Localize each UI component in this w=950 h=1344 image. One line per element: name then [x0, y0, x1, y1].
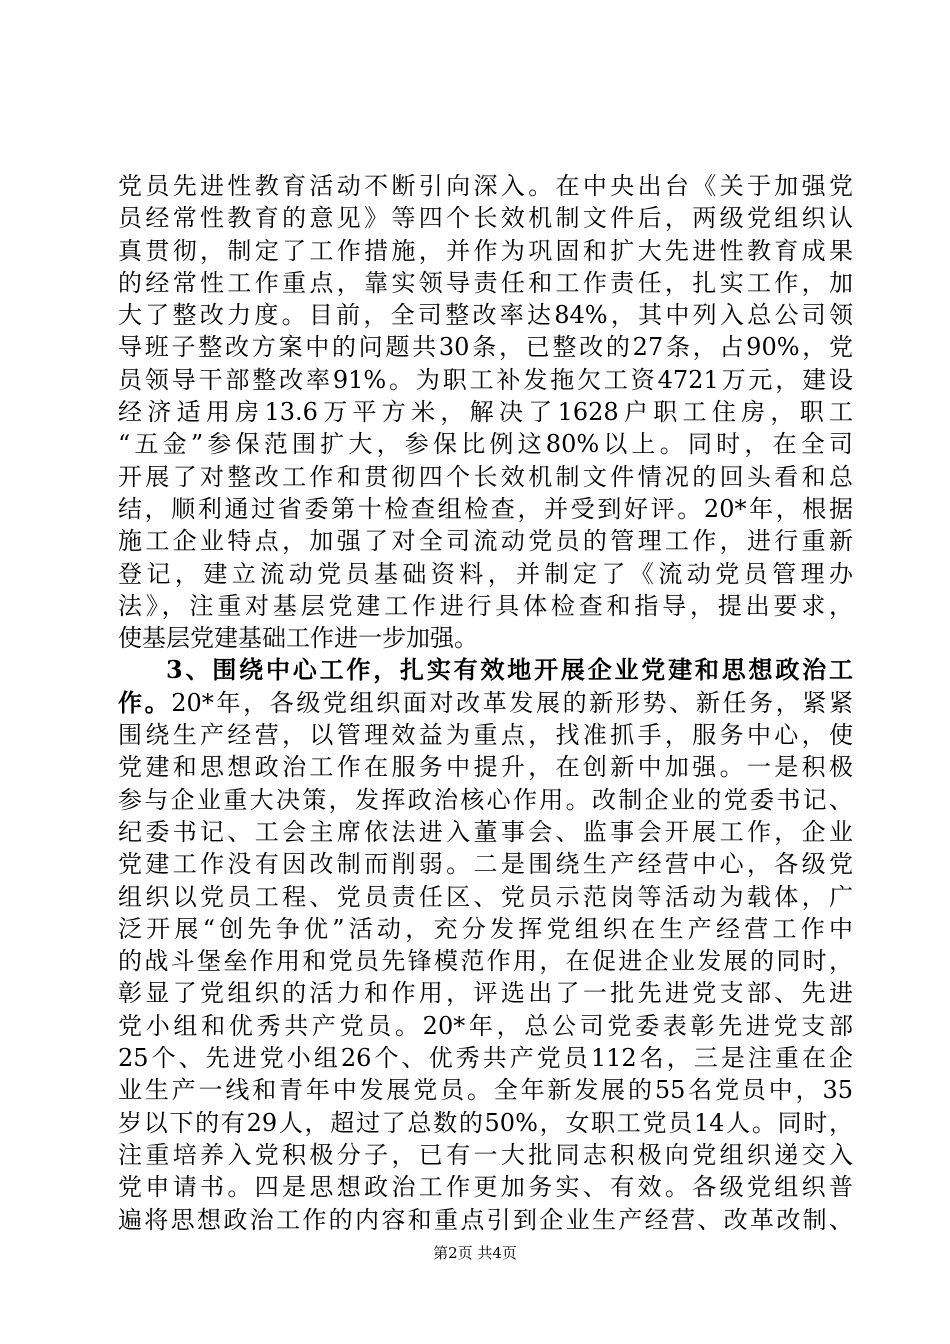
text-span: 20*年，各级党组织面对改革发展的新形势、新任务，紧紧: [171, 688, 853, 717]
text-line: 党员先进性教育活动不断引向深入。在中央出台《关于加强党: [118, 172, 853, 200]
text-line: [118, 687, 853, 719]
text-line: 彰显了党组织的活力和作用，评选出了一批先进党支部、先进: [118, 979, 853, 1008]
text-line: 结，顺利通过省委第十检查组检查，并受到好评。20*年，根据: [118, 494, 853, 523]
text-line: 泛开展“创先争优”活动，充分发挥党组织在生产经营工作中: [118, 914, 853, 943]
document-body: [118, 170, 853, 1236]
text-line: 组织以党员工程、党员责任区、党员示范岗等活动为载体，广: [118, 882, 853, 911]
text-line: 开展了对整改工作和贯彻四个长效机制文件情况的回头看和总: [118, 462, 853, 491]
text-line: 的经常性工作重点，靠实领导责任和工作责任，扎实工作，加: [118, 268, 853, 297]
text-line: 登记，建立流动党员基础资料，并制定了《流动党员管理办: [118, 559, 853, 588]
text-line: 的战斗堡垒作用和党员先锋模范作用，在促进企业发展的同时，: [118, 947, 853, 976]
text-line: 员领导干部整改率91%。为职工补发拖欠工资4721万元，建设: [118, 365, 853, 394]
section-heading-continued: 作。: [118, 687, 172, 717]
text-line: 业生产一线和青年中发展党员。全年新发展的55名党员中，35: [118, 1076, 853, 1105]
text-line: 经济适用房13.6万平方米，解决了1628户职工住房，职工: [118, 398, 853, 427]
text-line: “五金”参保范围扩大，参保比例这80%以上。同时，在全司: [118, 430, 853, 459]
text-line: 岁以下的有29人，超过了总数的50%，女职工党员14人。同时，: [118, 1108, 853, 1137]
text-line: 党申请书。四是思想政治工作更加务实、有效。各级党组织普: [118, 1173, 853, 1202]
text-line: 员经常性教育的意见》等四个长效机制文件后，两级党组织认: [118, 204, 853, 233]
section-heading: 3、围绕中心工作，扎实有效地开展企业党建和思想政治工: [166, 655, 853, 685]
text-line: 党建工作没有因改制而削弱。二是围绕生产经营中心，各级党: [118, 850, 853, 879]
text-line: 施工企业特点，加强了对全司流动党员的管理工作，进行重新: [118, 527, 853, 556]
text-line: 使基层党建基础工作进一步加强。: [118, 624, 478, 653]
text-line: 参与企业重大决策，发挥政治核心作用。改制企业的党委书记、: [118, 785, 853, 814]
text-line: 注重培养入党积极分子，已有一大批同志积极向党组织递交入: [118, 1140, 853, 1169]
page-footer: 第2页 共4页: [433, 1244, 517, 1262]
text-line: 遍将思想政治工作的内容和重点引到企业生产经营、改革改制、: [118, 1205, 853, 1234]
text-line: 25个、先进党小组26个、优秀共产党员112名，三是注重在企: [118, 1044, 853, 1073]
text-line: 大了整改力度。目前，全司整改率达84%，其中列入总公司领: [118, 301, 853, 330]
text-line: 法》，注重对基层党建工作进行具体检查和指导，提出要求，: [118, 591, 853, 620]
text-line: 党建和思想政治工作在服务中提升，在创新中加强。一是积极: [118, 753, 853, 782]
text-line: 党小组和优秀共产党员。20*年，总公司党委表彰先进党支部: [118, 1011, 853, 1040]
text-line: 围绕生产经营，以管理效益为重点，找准抓手，服务中心，使: [118, 721, 853, 750]
text-line: 导班子整改方案中的问题共30条，已整改的27条，占90%，党: [118, 333, 853, 362]
text-line: 纪委书记、工会主席依法进入董事会、监事会开展工作，企业: [118, 817, 853, 846]
text-line: 真贯彻，制定了工作措施，并作为巩固和扩大先进性教育成果: [118, 236, 853, 265]
